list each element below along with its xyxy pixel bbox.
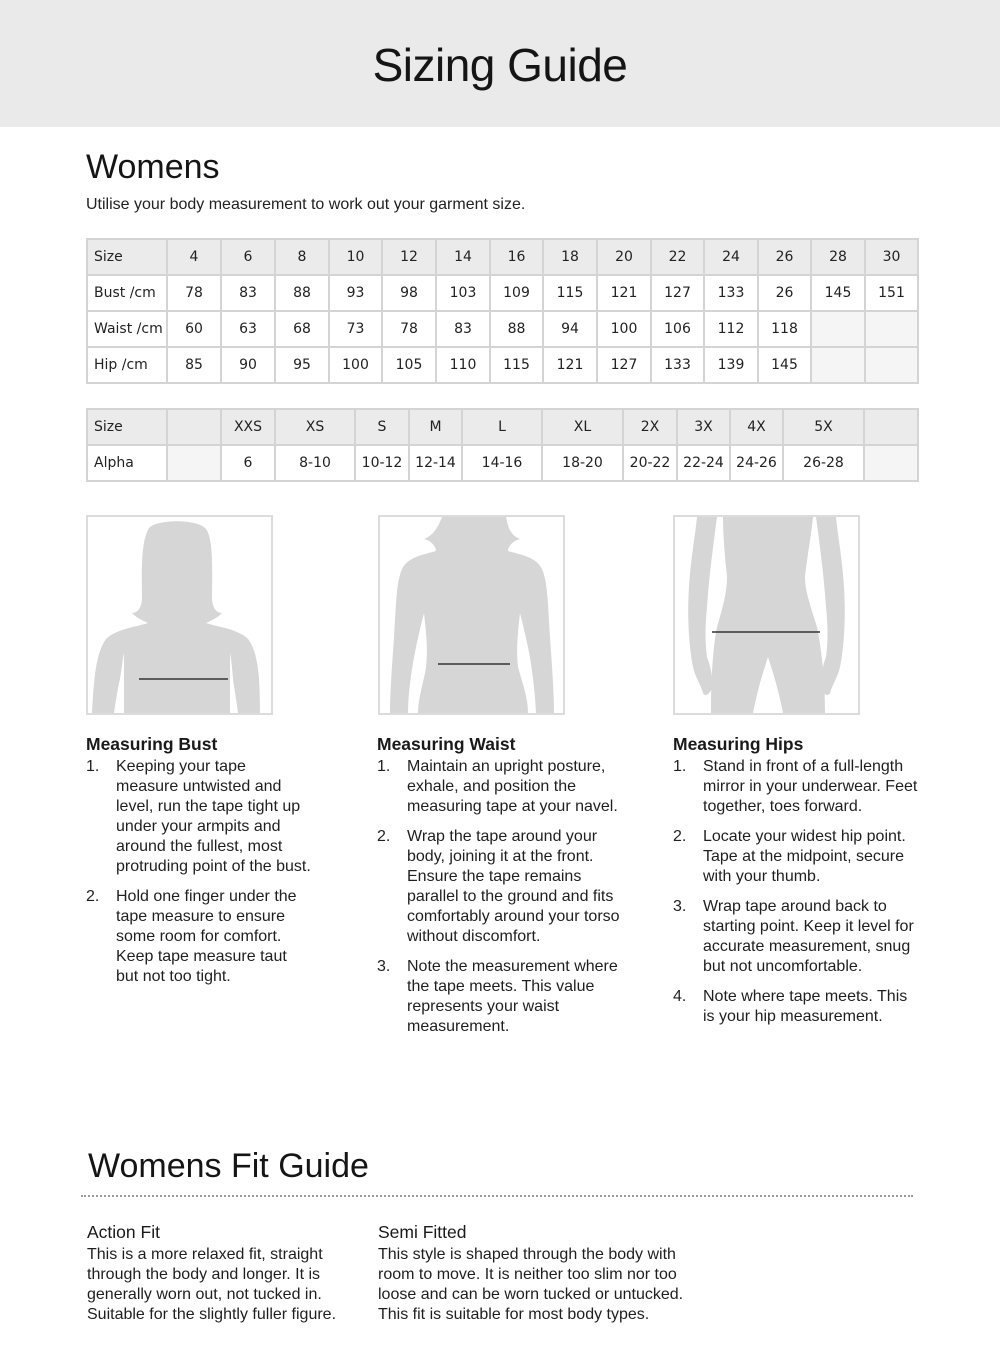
- header-cell: XL: [542, 409, 623, 445]
- header-cell: [167, 409, 221, 445]
- value-cell: 110: [436, 347, 490, 383]
- value-cell: 24-26: [730, 445, 783, 481]
- hips-torso: [711, 517, 825, 713]
- value-cell: 105: [382, 347, 436, 383]
- step-number: 1.: [673, 758, 687, 775]
- step-text: Locate your widest hip point. Tape at the midpoint, secure with your thumb.: [703, 828, 906, 885]
- header-cell: 2X: [623, 409, 677, 445]
- header-banner: [0, 0, 1000, 127]
- value-cell: 26-28: [783, 445, 864, 481]
- value-cell: 88: [275, 275, 329, 311]
- bust-silhouette: [92, 521, 260, 713]
- numeric-size-table: [86, 238, 919, 384]
- step-number: 2.: [673, 828, 687, 845]
- header-cell: 12: [382, 239, 436, 275]
- value-cell: 109: [490, 275, 543, 311]
- action-fit-text: This is a more relaxed fit, straight through the body and longer. It is generally worn out, not tucked in. Suitable for the slightly fuller figure.: [87, 1246, 337, 1323]
- hips-silhouette-icon: [675, 517, 858, 713]
- value-cell: [865, 347, 918, 383]
- dotted-divider: [81, 1195, 913, 1197]
- value-cell: 6: [221, 445, 275, 481]
- measuring-waist-title: Measuring Waist: [377, 734, 516, 754]
- value-cell: 112: [704, 311, 758, 347]
- step-text: Hold one finger under the tape measure to ensure some room for comfort. Keep tape measure taut but not too tight.: [116, 888, 297, 985]
- measurement-row: [87, 347, 918, 383]
- value-cell: 20-22: [623, 445, 677, 481]
- header-cell: 4X: [730, 409, 783, 445]
- value-cell: [811, 347, 865, 383]
- value-cell: 10-12: [355, 445, 409, 481]
- hips-step: [673, 827, 923, 887]
- value-cell: 118: [758, 311, 811, 347]
- header-cell: 22: [651, 239, 704, 275]
- value-cell: 115: [543, 275, 597, 311]
- value-cell: [865, 311, 918, 347]
- action-fit-section: [87, 1222, 345, 1325]
- value-cell: [864, 445, 918, 481]
- value-cell: 115: [490, 347, 543, 383]
- hips-figure: [673, 515, 860, 715]
- action-fit-title: Action Fit: [87, 1222, 160, 1242]
- value-cell: 93: [329, 275, 382, 311]
- value-cell: 8-10: [275, 445, 355, 481]
- value-cell: 145: [811, 275, 865, 311]
- waist-step: [377, 957, 622, 1037]
- semi-fitted-text: This style is shaped through the body with room to move. It is neither too slim nor too loose and can be worn tucked or untucked. This fit is suitable for most body types.: [378, 1246, 684, 1323]
- header-cell: 28: [811, 239, 865, 275]
- value-cell: 12-14: [409, 445, 462, 481]
- measuring-bust-section: [86, 734, 311, 997]
- waist-silhouette: [390, 517, 554, 713]
- womens-section-title: Womens: [86, 148, 220, 186]
- value-cell: 95: [275, 347, 329, 383]
- value-cell: 83: [436, 311, 490, 347]
- page-title: Sizing Guide: [372, 39, 628, 91]
- bust-step: [86, 757, 311, 877]
- value-cell: 78: [382, 311, 436, 347]
- step-text: Maintain an upright posture, exhale, and position the measuring tape at your navel.: [407, 758, 618, 815]
- bust-silhouette-icon: [88, 517, 271, 713]
- row-label-cell: Waist /cm: [87, 311, 167, 347]
- measurement-row: [87, 275, 918, 311]
- header-cell: 6: [221, 239, 275, 275]
- step-number: 2.: [377, 828, 391, 845]
- header-cell: 24: [704, 239, 758, 275]
- value-cell: 73: [329, 311, 382, 347]
- header-cell: 8: [275, 239, 329, 275]
- alpha-header-row: [87, 409, 918, 445]
- fit-guide-title: Womens Fit Guide: [88, 1147, 369, 1185]
- header-cell: 30: [865, 239, 918, 275]
- header-cell: M: [409, 409, 462, 445]
- header-cell: 5X: [783, 409, 864, 445]
- value-cell: [167, 445, 221, 481]
- bust-figure: [86, 515, 273, 715]
- value-cell: 94: [543, 311, 597, 347]
- step-number: 3.: [377, 958, 391, 975]
- header-cell: [864, 409, 918, 445]
- size-header-row: [87, 239, 918, 275]
- value-cell: 78: [167, 275, 221, 311]
- womens-subtitle: Utilise your body measurement to work out your garment size.: [86, 196, 526, 213]
- hips-steps: [673, 757, 923, 1027]
- value-cell: 90: [221, 347, 275, 383]
- value-cell: [811, 311, 865, 347]
- step-text: Wrap tape around back to starting point. Keep it level for accurate measurement, snug but not uncomfortable.: [703, 898, 914, 975]
- step-text: Note where tape meets. This is your hip measurement.: [703, 988, 908, 1025]
- value-cell: 106: [651, 311, 704, 347]
- bust-steps: [86, 757, 311, 987]
- measuring-hips-title: Measuring Hips: [673, 734, 804, 754]
- measuring-bust-title: Measuring Bust: [86, 734, 218, 754]
- measuring-hips-section: [673, 734, 923, 1037]
- hips-step: [673, 897, 923, 977]
- header-label-cell: Size: [87, 409, 167, 445]
- bust-step: [86, 887, 311, 987]
- value-cell: 68: [275, 311, 329, 347]
- value-cell: 14-16: [462, 445, 542, 481]
- value-cell: 98: [382, 275, 436, 311]
- value-cell: 60: [167, 311, 221, 347]
- value-cell: 26: [758, 275, 811, 311]
- header-cell: 26: [758, 239, 811, 275]
- step-text: Keeping your tape measure untwisted and level, run the tape tight up under your armpits and around the fullest, most protruding point of the bust.: [116, 758, 311, 875]
- header-label-cell: Size: [87, 239, 167, 275]
- waist-silhouette-icon: [380, 517, 563, 713]
- value-cell: 88: [490, 311, 543, 347]
- header-cell: 4: [167, 239, 221, 275]
- value-cell: 85: [167, 347, 221, 383]
- step-number: 4.: [673, 988, 687, 1005]
- value-cell: 83: [221, 275, 275, 311]
- value-cell: 127: [597, 347, 651, 383]
- waist-figure: [378, 515, 565, 715]
- value-cell: 63: [221, 311, 275, 347]
- step-text: Wrap the tape around your body, joining it at the front. Ensure the tape remains parallel to the ground and fits comfortably around your torso without discomfort.: [407, 828, 620, 945]
- value-cell: 133: [651, 347, 704, 383]
- header-cell: 3X: [677, 409, 730, 445]
- header-cell: XS: [275, 409, 355, 445]
- value-cell: 100: [597, 311, 651, 347]
- value-cell: 121: [543, 347, 597, 383]
- value-cell: 100: [329, 347, 382, 383]
- waist-step: [377, 757, 622, 817]
- value-cell: 127: [651, 275, 704, 311]
- step-number: 1.: [377, 758, 391, 775]
- header-cell: 10: [329, 239, 382, 275]
- value-cell: 103: [436, 275, 490, 311]
- step-number: 1.: [86, 758, 100, 775]
- step-text: Stand in front of a full-length mirror in your underwear. Feet together, toes forward.: [703, 758, 918, 815]
- header-cell: XXS: [221, 409, 275, 445]
- semi-fitted-title: Semi Fitted: [378, 1222, 467, 1242]
- waist-steps: [377, 757, 622, 1037]
- row-label-cell: Alpha: [87, 445, 167, 481]
- alpha-row: [87, 445, 918, 481]
- step-number: 2.: [86, 888, 100, 905]
- header-cell: L: [462, 409, 542, 445]
- measuring-waist-section: [377, 734, 622, 1047]
- header-cell: S: [355, 409, 409, 445]
- row-label-cell: Bust /cm: [87, 275, 167, 311]
- value-cell: 139: [704, 347, 758, 383]
- value-cell: 145: [758, 347, 811, 383]
- value-cell: 22-24: [677, 445, 730, 481]
- step-text: Note the measurement where the tape meets. This value represents your waist measurement.: [407, 958, 618, 1035]
- semi-fitted-section: [378, 1222, 708, 1325]
- header-cell: 14: [436, 239, 490, 275]
- value-cell: 18-20: [542, 445, 623, 481]
- row-label-cell: Hip /cm: [87, 347, 167, 383]
- measurement-row: [87, 311, 918, 347]
- waist-step: [377, 827, 622, 947]
- step-number: 3.: [673, 898, 687, 915]
- value-cell: 133: [704, 275, 758, 311]
- alpha-size-table: [86, 408, 919, 482]
- hips-step: [673, 757, 923, 817]
- value-cell: 121: [597, 275, 651, 311]
- value-cell: 151: [865, 275, 918, 311]
- header-cell: 16: [490, 239, 543, 275]
- header-cell: 20: [597, 239, 651, 275]
- hips-step: [673, 987, 923, 1027]
- header-cell: 18: [543, 239, 597, 275]
